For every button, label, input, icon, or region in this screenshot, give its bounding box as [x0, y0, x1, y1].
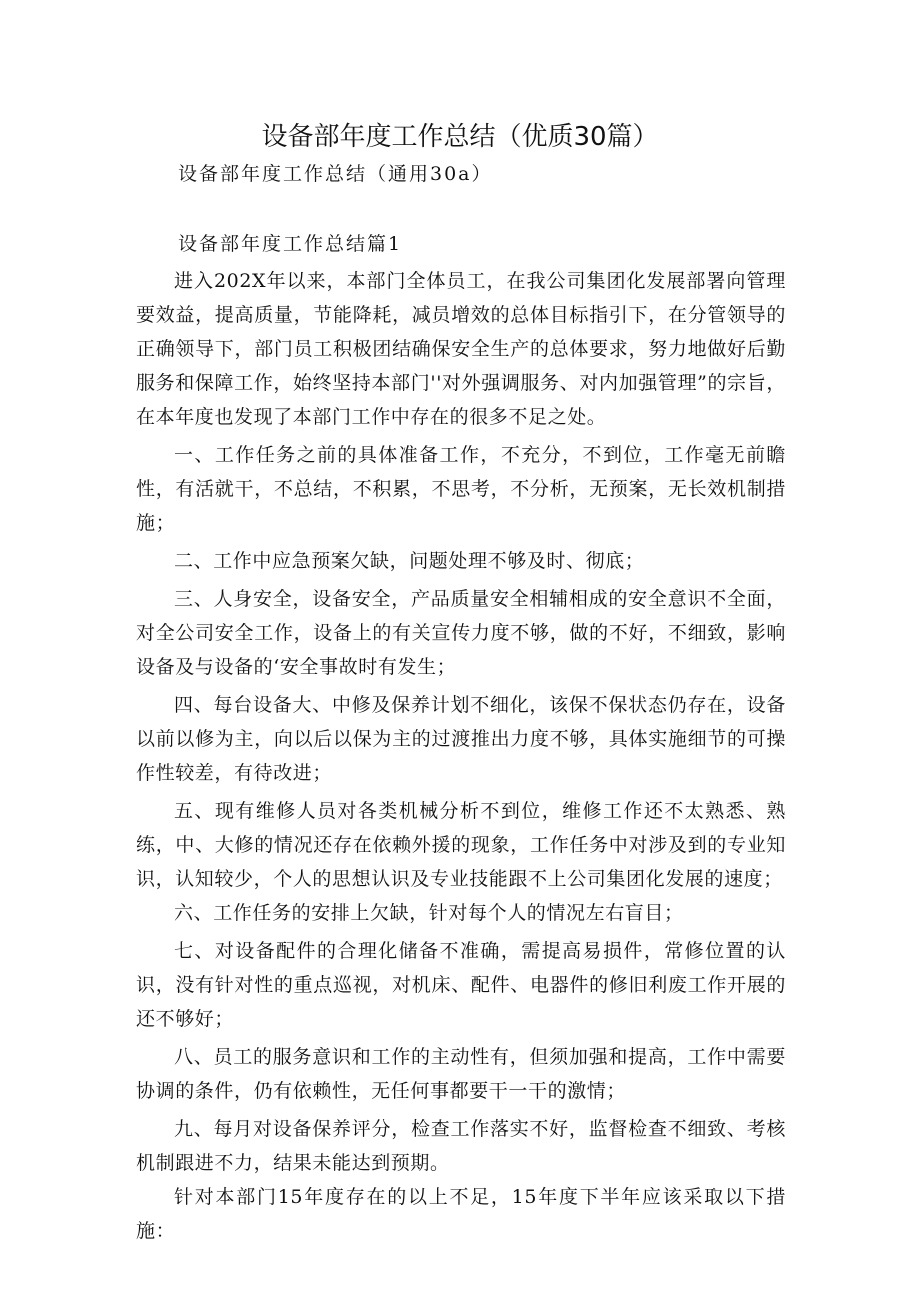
paragraph-item-4: 四、每台设备大、中修及保养计划不细化，该保不保状态仍存在，设备以前以修为主，向以后以保为主的过渡推出力度不够，具体实施细节的可操作性较差，有待改进；	[136, 694, 786, 784]
paragraph-item-3: 三、人身安全，设备安全，产品质量安全相辅相成的安全意识不全面，对全公司安全工作，设备上的有关宣传力度不够，做的不好，不细致，影响设备及与设备的‘安全事故时有发生；	[136, 588, 786, 678]
document-title: 设备部年度工作总结（优质30篇）	[261, 122, 659, 152]
paragraph-item-6: 六、工作任务的安排上欠缺，针对每个人的情况左右盲目；	[174, 902, 684, 924]
paragraph-item-1: 一、工作任务之前的具体准备工作，不充分，不到位，工作毫无前瞻性，有活就干，不总结，不积累，不思考，不分析，无预案，无长效机制措施；	[136, 444, 786, 534]
document-body	[136, 264, 786, 1248]
paragraph-item-8: 八、员工的服务意识和工作的主动性有，但须加强和提高，工作中需要协调的条件，仍有依赖性，无任何事都要干一干的激情；	[136, 1046, 786, 1102]
paragraph-item-9: 九、每月对设备保养评分，检查工作落实不好，监督检查不细致、考核机制跟进不力，结果未能达到预期。	[136, 1118, 786, 1174]
paragraph-item-5: 五、现有维修人员对各类机械分析不到位，维修工作还不太熟悉、熟练，中、大修的情况还存在依赖外援的现象，工作任务中对涉及到的专业知识，认知较少，个人的思想认识及专业技能跟不上公司集团化发展的速度；	[136, 800, 786, 890]
paragraph-intro: 进入202X年以来，本部门全体员工，在我公司集团化发展部署向管理要效益，提高质量，节能降耗，减员增效的总体目标指引下，在分管领导的正确领导下，部门员工积极团结确保安全生产的总体要求，努力地做好后勤服务和保障工作，始终坚持本部门''对外强调服务、对内加强管理”的宗旨，在本年度也发现了本部门工作中存在的很多不足之处。	[136, 270, 786, 428]
document-subtitle: 设备部年度工作总结（通用30a）	[178, 163, 493, 185]
paragraph-measures-intro: 针对本部门15年度存在的以上不足，15年度下半年应该采取以下措施：	[136, 1186, 786, 1242]
section-heading: 设备部年度工作总结篇1	[178, 233, 403, 255]
paragraph-item-2: 二、工作中应急预案欠缺，问题处理不够及时、彻底；	[174, 550, 645, 572]
paragraph-item-7: 七、对设备配件的合理化储备不准确，需提高易损件，常修位置的认识，没有针对性的重点巡视，对机床、配件、电器件的修旧利废工作开展的还不够好；	[136, 940, 786, 1030]
